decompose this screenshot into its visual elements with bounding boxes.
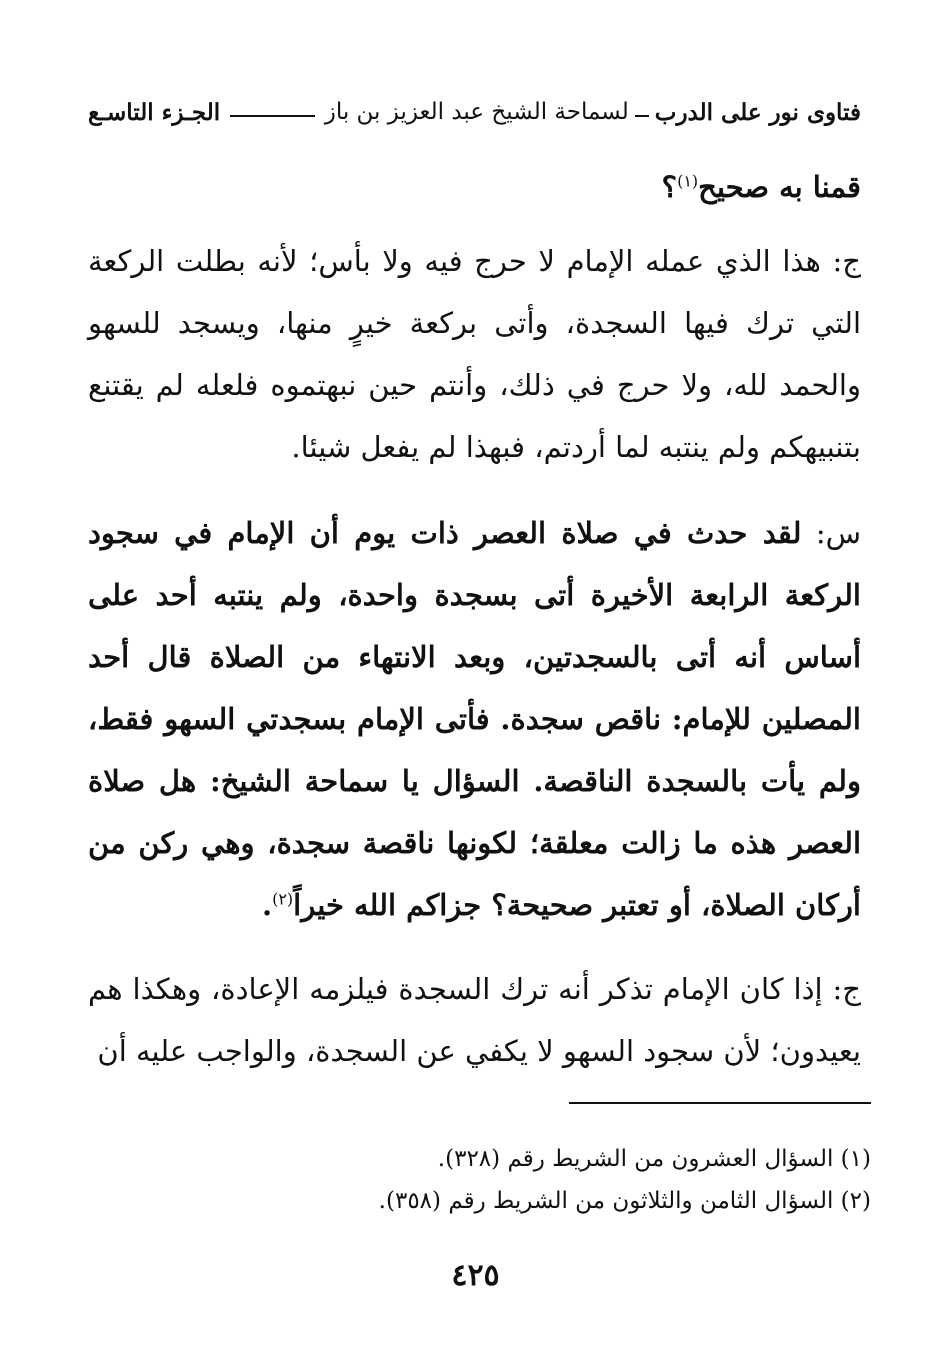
question-end: . — [261, 888, 273, 922]
volume-part: الجـزء التاسـع — [88, 98, 221, 126]
book-title: فتاوى نور على الدرب — [654, 98, 861, 126]
page-number: ٤٢٥ — [451, 1258, 500, 1293]
question-paragraph-2 — [88, 502, 861, 936]
header-rule — [230, 115, 315, 117]
footnotes — [91, 1138, 871, 1222]
footnote-separator — [569, 1102, 871, 1104]
question-text: لقد حدث في صلاة العصر ذات يوم أن الإمام في سجود الركعة الرابعة الأخيرة أتى بسجدة واحدة، ولم ينتبه أحد على أساس أنه أتى بالسجدتين، وبعد الانتهاء من الصلاة قال أحد المصلين للإمام: ناقص سجدة. فأتى الإمام بسجدتي السهو فقط، ولم يأت بالسجدة الناقصة. السؤال يا سماحة الشيخ: هل صلاة العصر هذه ما زالت معلقة؛ لكونها ناقصة سجدة، وهي ركن من أركان الصلاة، أو تعتبر صحيحة؟ جزاكم الله خيراً — [88, 516, 861, 922]
header-title-group — [325, 99, 861, 126]
answer-paragraph-1: ج: هذا الذي عمله الإمام لا حرج فيه ولا بأس؛ لأنه بطلت الركعة التي ترك فيها السجدة، وأتى بركعة خيرٍ منها، ويسجد للسهو والحمد لله، ولا حرج في ذلك، وأنتم حين نبهتموه فلعله لم يقتنع بتنبيهكم ولم ينتبه لما أردتم، فبهذا لم يفعل شيئا. — [88, 244, 861, 464]
question-label: س: — [815, 516, 861, 550]
running-header — [88, 92, 861, 132]
footnote-ref-2: (٢) — [272, 889, 294, 909]
question-continuation-end: ؟ — [661, 170, 678, 204]
question-continuation-text: قمنا به صحيح — [698, 170, 861, 204]
footnote-2: (٢) السؤال الثامن والثلاثون من الشريط رقم (٣٥٨). — [378, 1188, 871, 1214]
footnote-1: (١) السؤال العشرون من الشريط رقم (٣٢٨). — [437, 1146, 871, 1172]
footnote-ref-1: (١) — [677, 171, 699, 191]
question-continuation — [261, 156, 861, 218]
book-author: لسماحة الشيخ عبد العزيز بن باز — [324, 99, 629, 125]
header-dash — [635, 115, 649, 117]
answer-paragraph-2: ج: إذا كان الإمام تذكر أنه ترك السجدة فيلزمه الإعادة، وهكذا هم يعيدون؛ لأن سجود السهو لا يكفي عن السجدة، والواجب عليه أن — [88, 972, 861, 1068]
